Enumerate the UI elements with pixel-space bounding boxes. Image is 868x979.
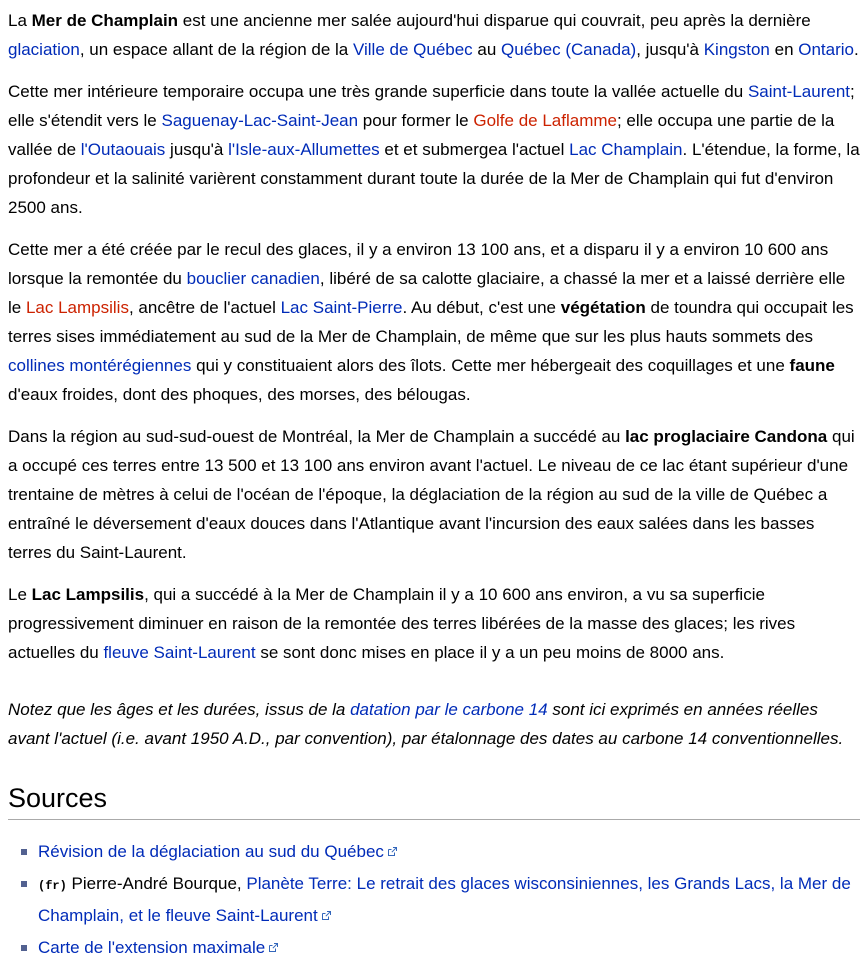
source-item [21, 933, 860, 963]
wiki-link[interactable]: datation par le carbone 14 [350, 700, 548, 719]
wiki-link[interactable]: Saint-Laurent [747, 82, 851, 101]
text-run: . [854, 40, 859, 59]
bullet-icon [21, 881, 27, 887]
text-run: , un espace allant de la région de la [79, 40, 353, 59]
text-run: lac proglaciaire Candona [625, 427, 828, 446]
text-run: qui a occupé ces terres entre 13 500 et 13 100 ans environ avant l'actuel. Le niveau de ce lac étant supérieur d'une trentaine de mètres à celui de l'océan de l'époque, la déglaciation de la région au sud de la ville de Québec a entraîné le déversement d'eaux douces dans l'Atlantique avant l'incursion des eaux salées dans les basses terres du Saint-Laurent. [8, 427, 855, 562]
external-link-icon [321, 910, 332, 921]
red-link[interactable]: Golfe de Laflamme [473, 111, 617, 130]
text-run: Mer de Champlain [31, 11, 179, 30]
text-run: Lac Lampsilis [31, 585, 145, 604]
wiki-link[interactable]: l'Outaouais [80, 140, 166, 159]
wiki-link[interactable]: Ontario [798, 40, 854, 59]
text-run: Notez que les âges et les durées, issus de la [8, 700, 351, 719]
wiki-link[interactable]: Ville de Québec [352, 40, 473, 59]
text-run: Le [8, 585, 32, 604]
text-run: , ancêtre de l'actuel [128, 298, 281, 317]
external-link[interactable]: Carte de l'extension maximale [38, 938, 279, 957]
text-run: se sont donc mises en place il y a un peu moins de 8000 ans. [255, 643, 725, 662]
text-run: , qui a succédé à la Mer de Champlain il y a 10 600 ans environ, a vu sa superficie progressivement diminuer en raison de la remontée des terres libérées de la masse des glaces; les rives actuelles du [8, 585, 796, 662]
text-run: jusqu'à [165, 140, 229, 159]
text-run: de toundra qui occupait les terres sises immédiatement au sud de la Mer de Champlain, de même que sur les plus hauts sommets des [8, 298, 854, 346]
bullet-icon [21, 945, 27, 951]
text-run: est une ancienne mer salée aujourd'hui disparue qui couvrait, peu après la dernière [178, 11, 811, 30]
wiki-link[interactable]: glaciation [8, 40, 80, 59]
paragraph-4 [8, 422, 860, 567]
text-run: pour former le [358, 111, 474, 130]
text-run: et et submergea l'actuel [379, 140, 570, 159]
source-item [21, 837, 860, 867]
text-run: au [472, 40, 502, 59]
text-run: Dans la région au sud-sud-ouest de Montréal, la Mer de Champlain a succédé au [8, 427, 626, 446]
note-paragraph [8, 695, 860, 753]
text-run: en [769, 40, 799, 59]
wiki-link[interactable]: Québec [501, 40, 561, 59]
external-link-icon [268, 942, 279, 953]
paragraph-3 [8, 235, 860, 409]
wiki-link[interactable]: bouclier canadien [186, 269, 320, 288]
paragraph-1 [8, 6, 860, 64]
wiki-link[interactable]: l'Isle-aux-Allumettes [228, 140, 380, 159]
text-run: , jusqu'à [636, 40, 704, 59]
source-item [21, 869, 860, 931]
text-run: Cette mer a été créée par le recul des glaces, il y a environ 13 100 ans, et a disparu il y a environ 10 600 ans lorsque la remontée du [8, 240, 829, 288]
sources-list [8, 837, 860, 963]
wiki-link[interactable]: Lac Champlain [569, 140, 683, 159]
external-link[interactable]: Planète Terre: Le retrait des glaces wisconsiniennes, les Grands Lacs, la Mer de Champlain, et le fleuve Saint-Laurent [38, 874, 851, 925]
text-run: . Au début, c'est une [402, 298, 561, 317]
text-run: (fr) [38, 879, 67, 893]
wiki-link[interactable]: Saguenay-Lac-Saint-Jean [161, 111, 359, 130]
text-run: ; elle s'étendit vers le [8, 82, 855, 130]
paragraph-2 [8, 77, 860, 222]
text-run: Cette mer intérieure temporaire occupa une très grande superficie dans toute la vallée actuelle du [8, 82, 748, 101]
text-run: sont ici exprimés en années réelles avant l'actuel (i.e. avant 1950 A.D., par convention), par étalonnage des dates au carbone 14 conventionnelles. [8, 700, 844, 748]
text-run: faune [789, 356, 835, 375]
external-link[interactable]: Révision de la déglaciation au sud du Québec [38, 842, 398, 861]
text-run: végétation [560, 298, 646, 317]
red-link[interactable]: Lac Lampsilis [25, 298, 129, 317]
paragraphs [8, 6, 860, 667]
text-run: qui y constituaient alors des îlots. Cette mer hébergeait des coquillages et une [191, 356, 790, 375]
bullet-icon [21, 849, 27, 855]
wiki-link[interactable]: (Canada) [565, 40, 637, 59]
text-run: La [8, 11, 32, 30]
text-run: d'eaux froides, dont des phoques, des morses, des bélougas. [8, 385, 471, 404]
text-run: , libéré de sa calotte glaciaire, a chassé la mer et a laissé derrière elle le [8, 269, 846, 317]
wiki-link[interactable]: collines montérégiennes [8, 356, 192, 375]
wiki-link[interactable]: Lac Saint-Pierre [280, 298, 403, 317]
paragraph-5 [8, 580, 860, 667]
text-run: . L'étendue, la forme, la profondeur et la salinité varièrent constamment durant toute la durée de la Mer de Champlain qui fut d'environ 2500 ans. [8, 140, 860, 217]
sources-heading: Sources [8, 783, 860, 820]
wiki-link[interactable]: Kingston [703, 40, 770, 59]
external-link-icon [387, 846, 398, 857]
text-run: Pierre-André Bourque, [66, 874, 247, 893]
text-run: ; elle occupa une partie de la vallée de [8, 111, 835, 159]
wiki-link[interactable]: fleuve Saint-Laurent [103, 643, 256, 662]
